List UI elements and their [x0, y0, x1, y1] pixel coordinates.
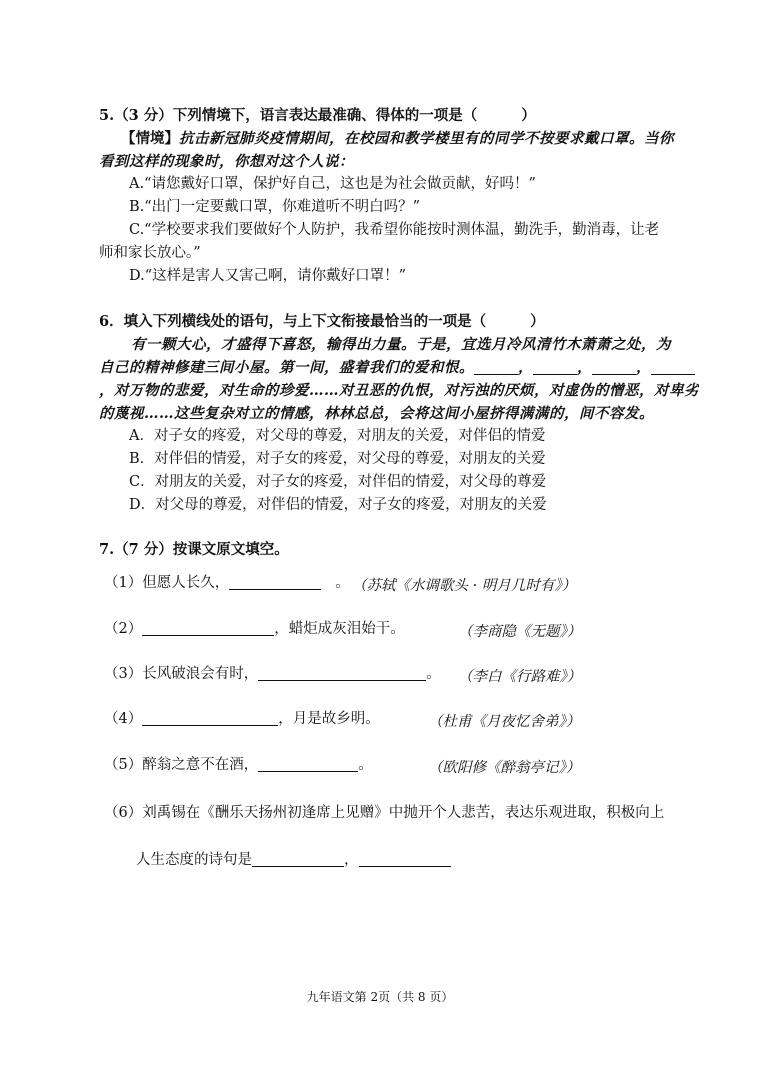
q5-option-c-line2: 师和家长放心。” — [99, 245, 201, 261]
q7-source-5: （欧阳修《醉翁亭记》） — [428, 760, 581, 776]
q6-passage-line2: 自己的精神修建三间小屋。第一间，盛着我们的爱和恨。 ， ， ， — [99, 356, 699, 379]
question-5 — [99, 104, 699, 288]
q6-option-b: B．对伴侣的情爱，对子女的疼爱，对父母的尊爱，对朋友的关爱 — [129, 451, 546, 467]
q5-option-a: A.“请您戴好口罩，保护好自己，这也是为社会做贡献，好吗！” — [129, 176, 536, 192]
q7-blank-6a[interactable] — [252, 851, 344, 867]
q7-item-3: （3）长风破浪会有时， 。 — [104, 666, 441, 682]
page-footer: 九年语文第 2页（共 8 页） — [306, 990, 454, 1004]
question-7 — [99, 538, 699, 561]
q7-item-6-line2: 人生态度的诗句是 ， — [136, 848, 451, 872]
q6-blank-1[interactable] — [474, 359, 518, 375]
q7-blank-1[interactable] — [229, 574, 321, 590]
q7-source-2: （李商隐《无题》） — [458, 624, 582, 640]
q7-blank-3[interactable] — [258, 665, 426, 681]
q5-situation-line2: 看到这样的现象时，你想对这个人说： — [99, 153, 354, 170]
q5-option-b: B.“出门一定要戴口罩，你难道听不明白吗？” — [129, 199, 421, 215]
q7-source-3: （李白《行路难》） — [458, 669, 582, 685]
q6-passage-line3: ，对万物的悲爱，对生命的珍爱……对丑恶的仇恨，对污浊的厌烦，对虚伪的憎恶，对卑劣 — [99, 382, 699, 399]
q7-source-4: （杜甫《月夜忆舍弟》） — [428, 714, 581, 730]
q7-stem: 7.（7 分）按课文原文填空。 — [99, 541, 289, 558]
question-6 — [99, 310, 699, 517]
q7-item-1: （1）但愿人长久， 。 — [104, 575, 350, 591]
q5-option-d: D.“这样是害人又害己啊，请你戴好口罩！” — [129, 268, 407, 284]
q7-item-4: （4） ，月是故乡明。 — [104, 711, 380, 727]
q6-passage-line1: 有一颗大心，才盛得下喜怒，输得出力量。于是，宜选月冷风清竹木萧萧之处，为 — [131, 336, 671, 353]
q6-passage-line4: 的蔑视……这些复杂对立的情感，林林总总，会将这间小屋挤得满满的，间不容发。 — [99, 405, 654, 422]
q7-blank-2[interactable] — [142, 620, 274, 636]
q6-blank-4[interactable] — [651, 359, 695, 375]
q5-stem: 5.（3 分）下列情境下，语言表达最准确、得体的一项是（ ） — [99, 107, 536, 124]
q7-source-1: （苏轼《水调歌头 · 明月几时有》） — [352, 578, 577, 594]
q5-situation-line1: 【情境】抗击新冠肺炎疫情期间，在校园和教学楼里有的同学不按要求戴口罩。当你 — [121, 130, 674, 147]
q5-option-c-line1: C.“学校要求我们要做好个人防护，我希望你能按时测体温，勤洗手，勤消毒，让老 — [129, 222, 660, 238]
q7-item-6-line1: （6）刘禹锡在《酬乐天扬州初逢席上见赠》中抛开个人悲苦，表达乐观进取，积极向上 — [104, 805, 665, 821]
q7-blank-6b[interactable] — [359, 851, 451, 867]
q7-blank-4[interactable] — [142, 710, 278, 726]
q7-item-2: （2） ，蜡炬成灰泪始干。 — [104, 621, 405, 637]
q6-stem: 6．填入下列横线处的语句，与上下文衔接最恰当的一项是（ ） — [99, 313, 545, 330]
q6-option-d: D．对父母的尊爱，对伴侣的情爱，对子女的疼爱，对朋友的关爱 — [129, 497, 547, 513]
q6-blank-2[interactable] — [533, 359, 577, 375]
q6-option-a: A．对子女的疼爱，对父母的尊爱，对朋友的关爱，对伴侣的情爱 — [129, 428, 546, 444]
q7-blank-5[interactable] — [258, 756, 358, 772]
q6-option-c: C．对朋友的关爱，对子女的疼爱，对伴侣的情爱，对父母的尊爱 — [129, 474, 547, 490]
q6-blank-3[interactable] — [592, 359, 636, 375]
q7-item-5: （5）醉翁之意不在酒， 。 — [104, 757, 373, 773]
